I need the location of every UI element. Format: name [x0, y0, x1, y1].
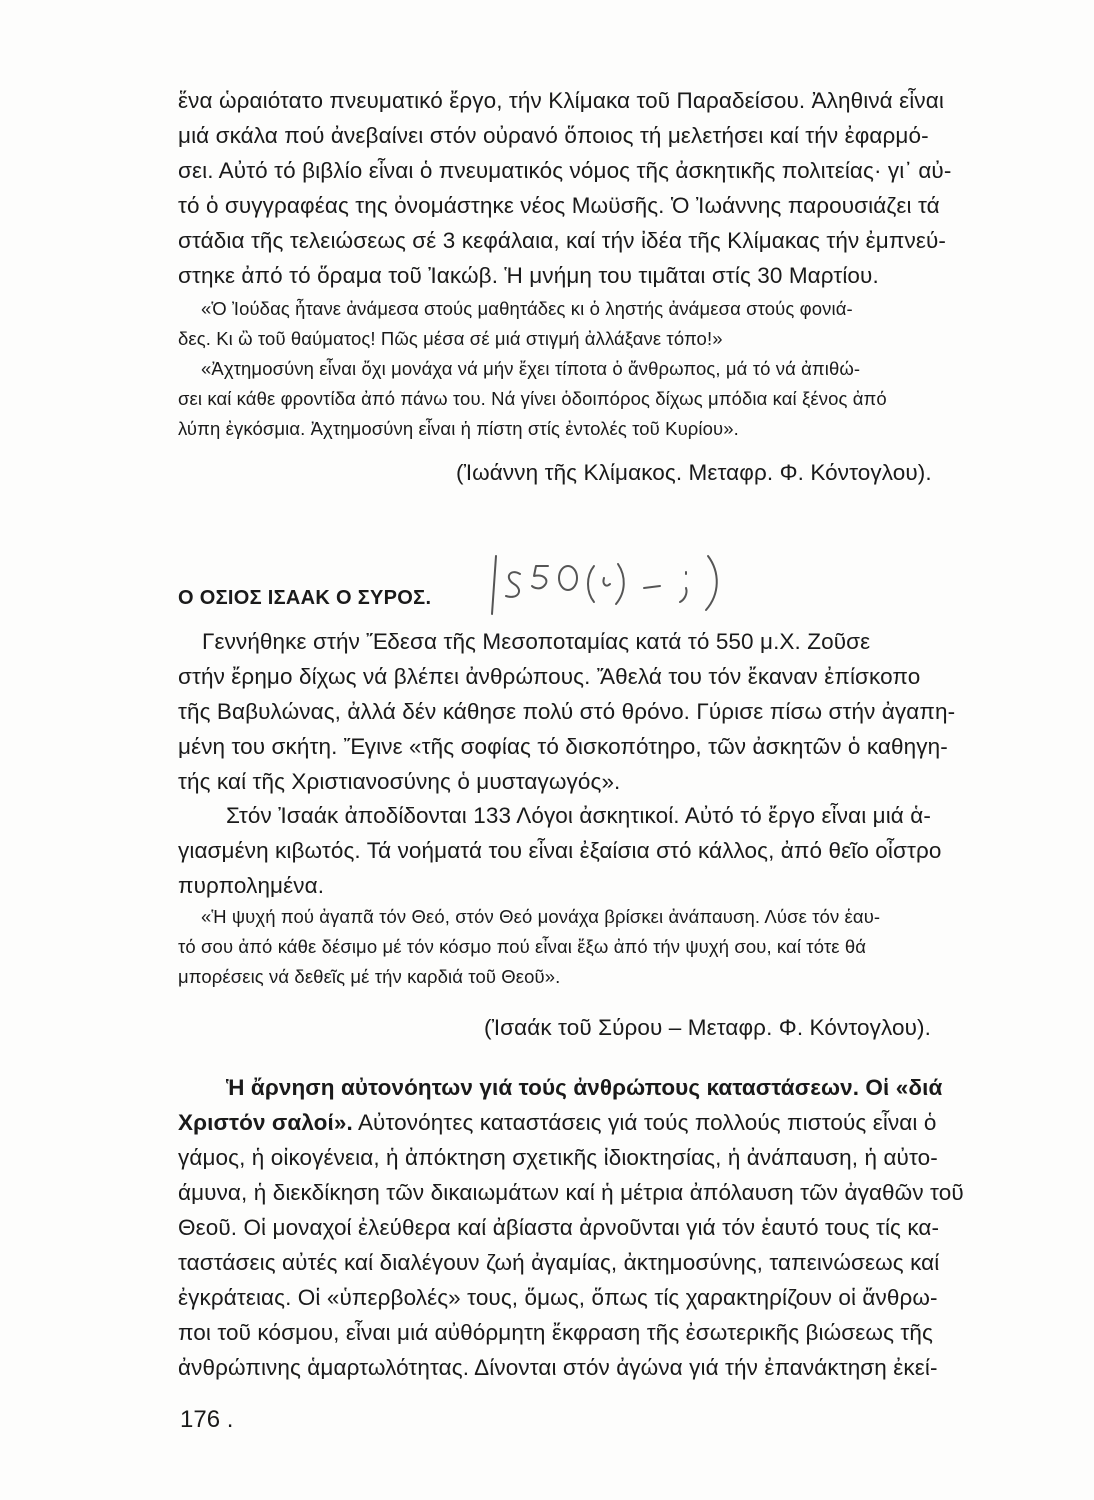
body-line: άμυνα, ἡ διεκδίκηση τῶν δικαιωμάτων καί ἡ μέτρια ἀπόλαυση τῶν ἀγαθῶν τοῦ: [178, 1180, 964, 1205]
page-number: 176 .: [180, 1406, 234, 1433]
body-line: τό ὁ συγγραφέας της ὀνομάστηκε νέος Μωϋσῆς. Ὁ Ἰωάννης παρουσιάζει τά: [178, 193, 940, 218]
quote-line: «Ὁ Ἰούδας ἦτανε ἀνάμεσα στούς μαθητάδες κι ὁ ληστής ἀνάμεσα στούς φονιά-: [201, 298, 853, 319]
body-line: σει. Αὐτό τό βιβλίο εἶναι ὁ πνευματικός νόμος τῆς ἀσκητικῆς πολιτείας· γι᾽ αὐ-: [178, 158, 952, 183]
body-line: μένη του σκήτη. Ἔγινε «τῆς σοφίας τό δισκοπότηρο, τῶν ἀσκητῶν ὁ καθηγη-: [178, 734, 948, 759]
section-lead-continued: Χριστόν σαλοί».: [178, 1110, 353, 1135]
quote-line: λύπη ἐγκόσμια. Ἀχτημοσύνη εἶναι ἡ πίστη στίς ἐντολές τοῦ Κυρίου».: [178, 418, 739, 439]
handwritten-note: [486, 548, 736, 618]
quote-line: τό σου ἀπό κάθε δέσιμο μέ τόν κόσμο πού εἶναι ἔξω ἀπό τήν ψυχή σου, καί τότε θά: [178, 936, 867, 957]
body-line: πυρπολημένα.: [178, 873, 325, 898]
body-line: γιασμένη κιβωτός. Τά νοήματά του εἶναι ἐξαίσια στό κάλλος, ἀπό θεῖο οἶστρο: [178, 838, 942, 863]
body-line: ποι τοῦ κόσμου, εἶναι μιά αὐθόρμητη ἔκφραση τῆς ἐσωτερικῆς βιώσεως τῆς: [178, 1320, 933, 1345]
body-line: γάμος, ἡ οἰκογένεια, ἡ ἀπόκτηση σχετικῆς ἰδιοκτησίας, ἡ ἀνάπαυση, ἡ αὐτο-: [178, 1145, 938, 1170]
body-text: Αὐτονόητες καταστάσεις γιά τούς πολλούς πιστούς εἶναι ὁ: [352, 1110, 937, 1135]
attribution: (Ἰωάννη τῆς Κλίμακος. Μεταφρ. Φ. Κόντογλου).: [456, 460, 932, 485]
body-line: ἀνθρώπινης ἁμαρτωλότητας. Δίνονται στόν ἀγώνα γιά τήν ἐπανάκτηση ἐκεί-: [178, 1355, 938, 1380]
body-line: τής καί τῆς Χριστιανοσύνης ὁ μυσταγωγός».: [178, 769, 621, 794]
quote-line: σει καί κάθε φροντίδα ἀπό πάνω του. Νά γίνει ὁδοιπόρος δίχως μπόδια καί ξένος ἀπό: [178, 388, 887, 409]
body-line: στάδια τῆς τελειώσεως σέ 3 κεφάλαια, καί τήν ἰδέα τῆς Κλίμακας τήν ἐμπνεύ-: [178, 228, 946, 253]
quote-line: μπορέσεις νά δεθεῖς μέ τήν καρδιά τοῦ Θεοῦ».: [178, 966, 561, 987]
body-line: Στόν Ἰσαάκ ἀποδίδονται 133 Λόγοι ἀσκητικοί. Αὐτό τό ἔργο εἶναι μιά ἁ-: [226, 803, 931, 828]
quote-line: «Ἡ ψυχή πού ἀγαπᾶ τόν Θεό, στόν Θεό μονάχα βρίσκει ἀνάπαυση. Λύσε τόν ἑαυ-: [201, 906, 881, 927]
body-line: [178, 1108, 936, 1138]
section-lead: Ἡ ἄρνηση αὐτονόητων γιά τούς ἀνθρώπους καταστάσεων. Οἱ «διά: [226, 1075, 943, 1100]
body-line: στηκε ἀπό τό ὅραμα τοῦ Ἰακώβ. Ἡ μνήμη του τιμᾶται στίς 30 Μαρτίου.: [178, 263, 879, 288]
body-line: Θεοῦ. Οἱ μοναχοί ἐλεύθερα καί ἀβίαστα ἀρνοῦνται γιά τόν ἑαυτό τους τίς κα-: [178, 1215, 940, 1240]
body-line: στήν ἔρημο δίχως νά βλέπει ἀνθρώπους. Ἄθελά του τόν ἔκαναν ἐπίσκοπο: [178, 664, 921, 689]
body-line: μιά σκάλα πού ἀνεβαίνει στόν οὐρανό ὅποιος τή μελετήσει καί τήν ἐφαρμό-: [178, 123, 929, 148]
body-line: τῆς Βαβυλώνας, ἀλλά δέν κάθησε πολύ στό θρόνο. Γύρισε πίσω στήν ἀγαπη-: [178, 699, 956, 724]
body-line: ἕνα ὡραιότατο πνευματικό ἔργο, τήν Κλίμακα τοῦ Παραδείσου. Ἀληθινά εἶναι: [178, 88, 944, 113]
quote-line: «Ἀχτημοσύνη εἶναι ὄχι μονάχα νά μήν ἔχει τίποτα ὁ ἄνθρωπος, μά τό νά ἀπιθώ-: [201, 358, 861, 379]
body-line: Γεννήθηκε στήν Ἔδεσα τῆς Μεσοποταμίας κατά τό 550 μ.Χ. Ζοῦσε: [202, 629, 871, 654]
section-heading: Ο ΟΣΙΟΣ ΙΣΑΑΚ Ο ΣΥΡΟΣ.: [178, 587, 432, 609]
quote-line: δες. Κι ὢ τοῦ θαύματος! Πῶς μέσα σέ μιά στιγμή ἀλλάξανε τόπο!»: [178, 328, 723, 349]
body-line: ἐγκράτειας. Οἱ «ὑπερβολές» τους, ὅμως, ὅπως τίς χαρακτηρίζουν οἱ ἄνθρω-: [178, 1285, 938, 1310]
attribution: (Ἰσαάκ τοῦ Σύρου – Μεταφρ. Φ. Κόντογλου).: [484, 1015, 931, 1040]
body-line: ταστάσεις αὐτές καί διαλέγουν ζωή ἀγαμίας, ἀκτημοσύνης, ταπεινώσεως καί: [178, 1250, 940, 1275]
